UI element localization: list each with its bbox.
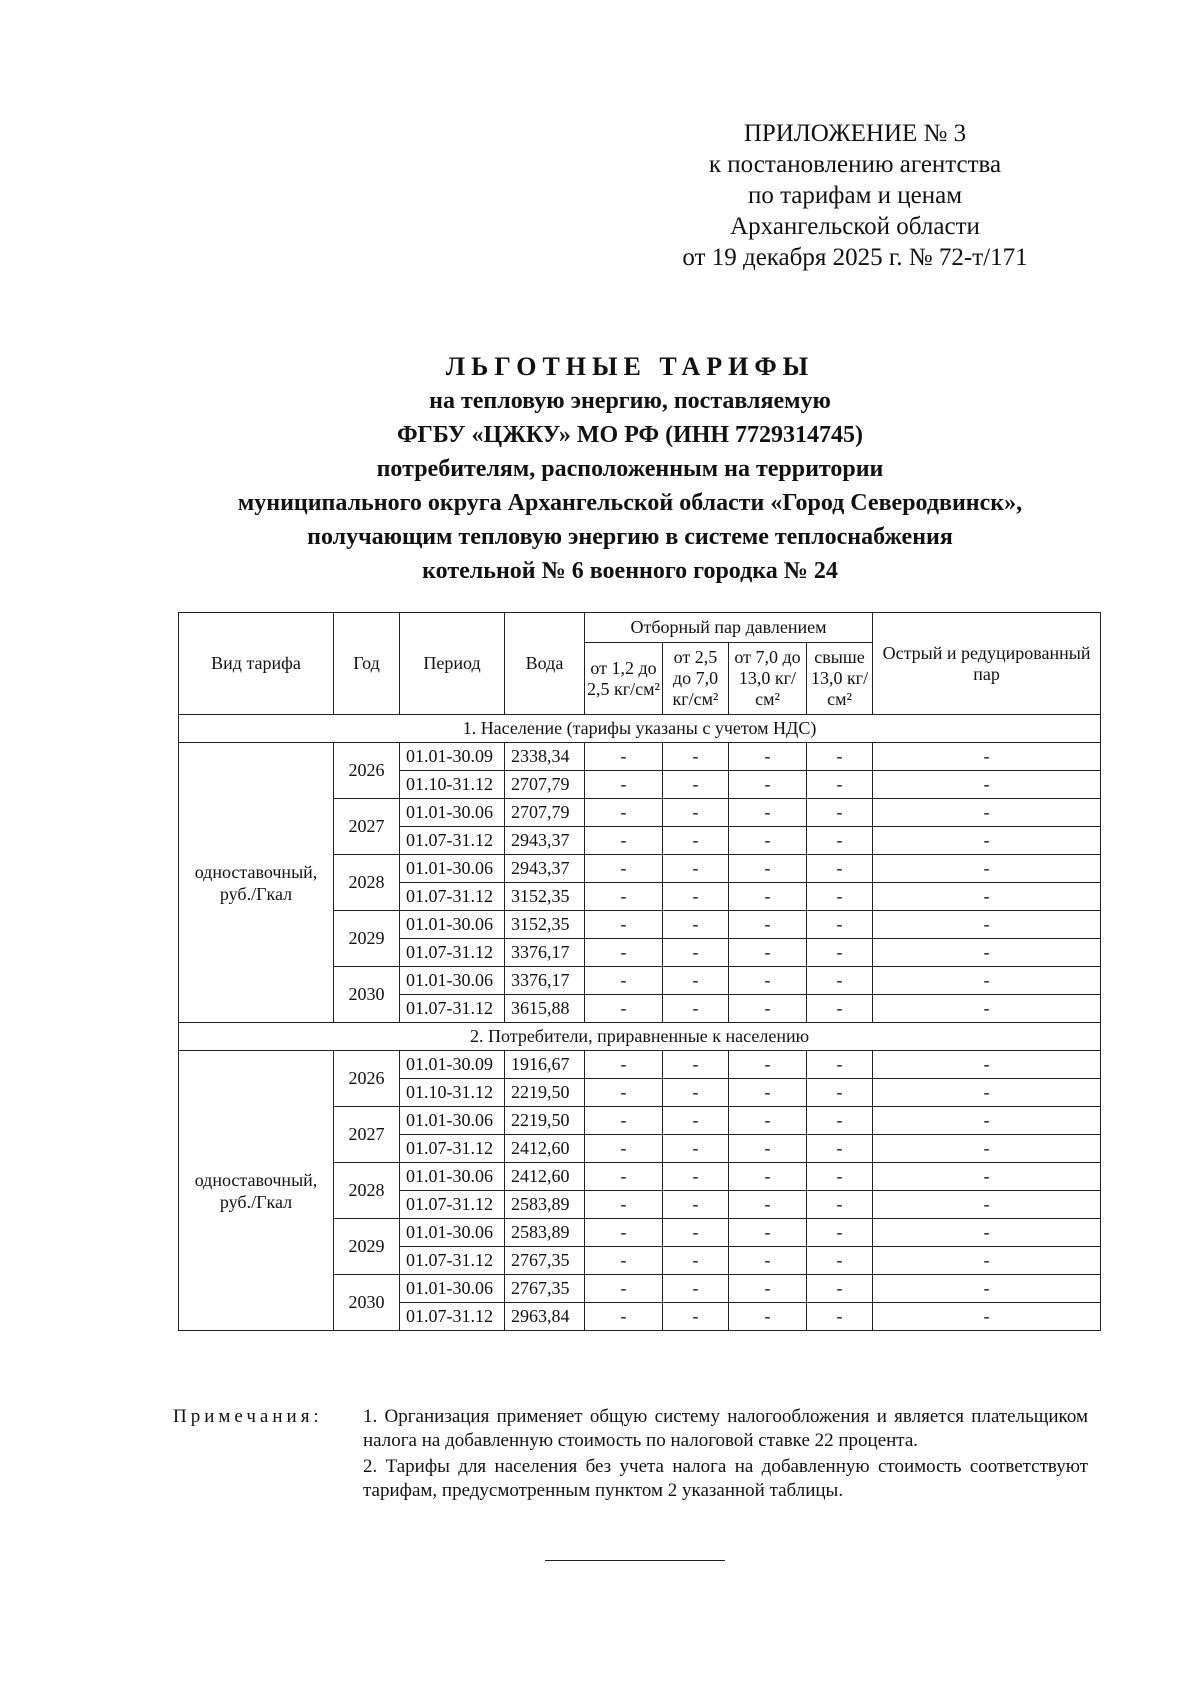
- title-line: ФГБУ «ЦЖКУ» МО РФ (ИНН 7729314745): [396, 422, 864, 448]
- empty-tariff-cell: -: [585, 1219, 663, 1247]
- empty-tariff-cell: -: [729, 1191, 807, 1219]
- empty-tariff-cell: -: [585, 967, 663, 995]
- period-cell: 01.07-31.12: [400, 1135, 505, 1163]
- empty-tariff-cell: -: [873, 1219, 1101, 1247]
- empty-tariff-cell: -: [585, 1135, 663, 1163]
- section-title: 1. Население (тарифы указаны с учетом НДС): [179, 715, 1101, 743]
- empty-tariff-cell: -: [663, 1163, 729, 1191]
- empty-tariff-cell: -: [729, 967, 807, 995]
- empty-tariff-cell: -: [873, 1247, 1101, 1275]
- water-tariff-cell: 2412,60: [505, 1135, 585, 1163]
- empty-tariff-cell: -: [807, 939, 873, 967]
- year-cell: 2027: [334, 1107, 400, 1163]
- year-cell: 2029: [334, 911, 400, 967]
- document-title: [140, 350, 1120, 588]
- appendix-number: ПРИЛОЖЕНИЕ № 3: [743, 120, 967, 147]
- empty-tariff-cell: -: [807, 995, 873, 1023]
- year-cell: 2030: [334, 967, 400, 1023]
- empty-tariff-cell: -: [729, 1107, 807, 1135]
- appendix-date: от 19 декабря 2025 г. № 72-т/171: [682, 244, 1028, 271]
- empty-tariff-cell: -: [873, 939, 1101, 967]
- period-cell: 01.07-31.12: [400, 827, 505, 855]
- empty-tariff-cell: -: [585, 883, 663, 911]
- table-row: [179, 743, 1101, 771]
- period-cell: 01.01-30.06: [400, 1275, 505, 1303]
- period-cell: 01.01-30.06: [400, 911, 505, 939]
- empty-tariff-cell: -: [729, 855, 807, 883]
- section-row: [179, 1023, 1101, 1051]
- empty-tariff-cell: -: [729, 1247, 807, 1275]
- empty-tariff-cell: -: [873, 1079, 1101, 1107]
- period-cell: 01.07-31.12: [400, 1191, 505, 1219]
- empty-tariff-cell: -: [729, 1303, 807, 1331]
- period-cell: 01.01-30.06: [400, 967, 505, 995]
- empty-tariff-cell: -: [585, 911, 663, 939]
- empty-tariff-cell: -: [729, 827, 807, 855]
- period-cell: 01.01-30.06: [400, 855, 505, 883]
- empty-tariff-cell: -: [663, 855, 729, 883]
- period-cell: 01.07-31.12: [400, 1303, 505, 1331]
- empty-tariff-cell: -: [729, 995, 807, 1023]
- period-cell: 01.07-31.12: [400, 883, 505, 911]
- empty-tariff-cell: -: [663, 827, 729, 855]
- empty-tariff-cell: -: [807, 827, 873, 855]
- empty-tariff-cell: -: [663, 1107, 729, 1135]
- empty-tariff-cell: -: [663, 743, 729, 771]
- empty-tariff-cell: -: [729, 799, 807, 827]
- empty-tariff-cell: -: [663, 1079, 729, 1107]
- year-cell: 2026: [334, 1051, 400, 1107]
- empty-tariff-cell: -: [729, 1219, 807, 1247]
- empty-tariff-cell: -: [729, 911, 807, 939]
- empty-tariff-cell: -: [807, 883, 873, 911]
- notes-label: Примечания:: [173, 1406, 323, 1427]
- empty-tariff-cell: -: [807, 771, 873, 799]
- empty-tariff-cell: -: [873, 771, 1101, 799]
- header-tariff-type: Вид тарифа: [179, 613, 334, 715]
- water-tariff-cell: 2412,60: [505, 1163, 585, 1191]
- tariff-table: [178, 612, 1101, 1331]
- water-tariff-cell: 2583,89: [505, 1191, 585, 1219]
- empty-tariff-cell: -: [873, 855, 1101, 883]
- water-tariff-cell: 3152,35: [505, 911, 585, 939]
- appendix-line: по тарифам и ценам: [747, 182, 963, 209]
- empty-tariff-cell: -: [663, 995, 729, 1023]
- empty-tariff-cell: -: [807, 1163, 873, 1191]
- empty-tariff-cell: -: [729, 883, 807, 911]
- empty-tariff-cell: -: [585, 1275, 663, 1303]
- empty-tariff-cell: -: [873, 1191, 1101, 1219]
- empty-tariff-cell: -: [585, 1051, 663, 1079]
- water-tariff-cell: 3152,35: [505, 883, 585, 911]
- empty-tariff-cell: -: [663, 771, 729, 799]
- main-title: ЛЬГОТНЫЕ ТАРИФЫ: [445, 352, 815, 381]
- empty-tariff-cell: -: [873, 911, 1101, 939]
- empty-tariff-cell: -: [873, 1275, 1101, 1303]
- empty-tariff-cell: -: [585, 1163, 663, 1191]
- empty-tariff-cell: -: [729, 939, 807, 967]
- water-tariff-cell: 2707,79: [505, 771, 585, 799]
- empty-tariff-cell: -: [807, 743, 873, 771]
- year-cell: 2030: [334, 1275, 400, 1331]
- empty-tariff-cell: -: [807, 1051, 873, 1079]
- title-line: котельной № 6 военного городка № 24: [422, 558, 838, 584]
- appendix-line: Архангельской области: [730, 213, 980, 240]
- empty-tariff-cell: -: [873, 1107, 1101, 1135]
- empty-tariff-cell: -: [873, 1051, 1101, 1079]
- section-row: [179, 715, 1101, 743]
- empty-tariff-cell: -: [585, 855, 663, 883]
- period-cell: 01.07-31.12: [400, 939, 505, 967]
- table-row: [179, 1051, 1101, 1079]
- empty-tariff-cell: -: [807, 911, 873, 939]
- empty-tariff-cell: -: [873, 799, 1101, 827]
- header-steam-4: свыше 13,0 кг/см²: [807, 643, 873, 715]
- empty-tariff-cell: -: [807, 1275, 873, 1303]
- period-cell: 01.01-30.06: [400, 1219, 505, 1247]
- year-cell: 2027: [334, 799, 400, 855]
- empty-tariff-cell: -: [663, 1219, 729, 1247]
- empty-tariff-cell: -: [585, 743, 663, 771]
- year-cell: 2029: [334, 1219, 400, 1275]
- appendix-line: к постановлению агентства: [708, 151, 1002, 178]
- header-sharp-steam: Острый и редуцированный пар: [873, 613, 1101, 715]
- empty-tariff-cell: -: [585, 1191, 663, 1219]
- title-line: получающим тепловую энергию в системе теплоснабжения: [307, 524, 953, 550]
- empty-tariff-cell: -: [585, 799, 663, 827]
- empty-tariff-cell: -: [585, 827, 663, 855]
- water-tariff-cell: 2338,34: [505, 743, 585, 771]
- header-year: Год: [334, 613, 400, 715]
- empty-tariff-cell: -: [663, 1051, 729, 1079]
- empty-tariff-cell: -: [663, 1135, 729, 1163]
- empty-tariff-cell: -: [585, 995, 663, 1023]
- water-tariff-cell: 1916,67: [505, 1051, 585, 1079]
- title-line: на тепловую энергию, поставляемую: [429, 388, 831, 414]
- water-tariff-cell: 2767,35: [505, 1247, 585, 1275]
- empty-tariff-cell: -: [729, 1079, 807, 1107]
- header-steam-group: Отборный пар давлением: [585, 613, 873, 643]
- period-cell: 01.10-31.12: [400, 771, 505, 799]
- empty-tariff-cell: -: [663, 883, 729, 911]
- water-tariff-cell: 2943,37: [505, 855, 585, 883]
- header-steam-2: от 2,5 до 7,0 кг/см²: [663, 643, 729, 715]
- empty-tariff-cell: -: [873, 1163, 1101, 1191]
- empty-tariff-cell: -: [807, 967, 873, 995]
- note-1: 1. Организация применяет общую систему налогообложения и является плательщиком налога на добавленную стоимость по налоговой ставке 22 процента.: [363, 1406, 1088, 1451]
- section-title: 2. Потребители, приравненные к населению: [179, 1023, 1101, 1051]
- empty-tariff-cell: -: [807, 1303, 873, 1331]
- empty-tariff-cell: -: [663, 1275, 729, 1303]
- water-tariff-cell: 2943,37: [505, 827, 585, 855]
- year-cell: 2026: [334, 743, 400, 799]
- period-cell: 01.10-31.12: [400, 1079, 505, 1107]
- period-cell: 01.01-30.06: [400, 1107, 505, 1135]
- empty-tariff-cell: -: [807, 799, 873, 827]
- empty-tariff-cell: -: [585, 1079, 663, 1107]
- empty-tariff-cell: -: [663, 911, 729, 939]
- empty-tariff-cell: -: [807, 1079, 873, 1107]
- empty-tariff-cell: -: [663, 1247, 729, 1275]
- water-tariff-cell: 3376,17: [505, 939, 585, 967]
- period-cell: 01.01-30.06: [400, 799, 505, 827]
- water-tariff-cell: 2583,89: [505, 1219, 585, 1247]
- empty-tariff-cell: -: [729, 1163, 807, 1191]
- year-cell: 2028: [334, 855, 400, 911]
- title-line: муниципального округа Архангельской области «Город Северодвинск»,: [237, 490, 1023, 516]
- empty-tariff-cell: -: [873, 827, 1101, 855]
- empty-tariff-cell: -: [585, 1107, 663, 1135]
- empty-tariff-cell: -: [663, 939, 729, 967]
- water-tariff-cell: 2963,84: [505, 1303, 585, 1331]
- empty-tariff-cell: -: [807, 1247, 873, 1275]
- empty-tariff-cell: -: [873, 1303, 1101, 1331]
- water-tariff-cell: 2767,35: [505, 1275, 585, 1303]
- empty-tariff-cell: -: [585, 1247, 663, 1275]
- empty-tariff-cell: -: [873, 995, 1101, 1023]
- period-cell: 01.01-30.06: [400, 1163, 505, 1191]
- period-cell: 01.01-30.09: [400, 1051, 505, 1079]
- period-cell: 01.07-31.12: [400, 995, 505, 1023]
- period-cell: 01.01-30.09: [400, 743, 505, 771]
- water-tariff-cell: 2219,50: [505, 1107, 585, 1135]
- empty-tariff-cell: -: [807, 1135, 873, 1163]
- header-steam-3: от 7,0 до 13,0 кг/см²: [729, 643, 807, 715]
- empty-tariff-cell: -: [729, 1051, 807, 1079]
- empty-tariff-cell: -: [663, 799, 729, 827]
- empty-tariff-cell: -: [807, 855, 873, 883]
- water-tariff-cell: 3376,17: [505, 967, 585, 995]
- empty-tariff-cell: -: [807, 1107, 873, 1135]
- period-cell: 01.07-31.12: [400, 1247, 505, 1275]
- water-tariff-cell: 2219,50: [505, 1079, 585, 1107]
- note-2: 2. Тарифы для населения без учета налога на добавленную стоимость соответствуют тарифам, предусмотренным пунктом 2 указанной таблицы.: [363, 1456, 1088, 1501]
- header-period: Период: [400, 613, 505, 715]
- empty-tariff-cell: -: [729, 771, 807, 799]
- tariff-type-cell: одноставочный, руб./Гкал: [179, 1051, 334, 1331]
- empty-tariff-cell: -: [807, 1219, 873, 1247]
- year-cell: 2028: [334, 1163, 400, 1219]
- empty-tariff-cell: -: [873, 743, 1101, 771]
- header-water: Вода: [505, 613, 585, 715]
- empty-tariff-cell: -: [585, 1303, 663, 1331]
- empty-tariff-cell: -: [729, 1275, 807, 1303]
- empty-tariff-cell: -: [663, 1191, 729, 1219]
- title-line: потребителям, расположенным на территории: [376, 456, 884, 482]
- empty-tariff-cell: -: [585, 939, 663, 967]
- empty-tariff-cell: -: [663, 967, 729, 995]
- empty-tariff-cell: -: [729, 1135, 807, 1163]
- tariff-type-cell: одноставочный, руб./Гкал: [179, 743, 334, 1023]
- empty-tariff-cell: -: [585, 771, 663, 799]
- appendix-header: [640, 118, 1070, 273]
- empty-tariff-cell: -: [873, 1135, 1101, 1163]
- empty-tariff-cell: -: [807, 1191, 873, 1219]
- closing-rule: [545, 1560, 725, 1561]
- empty-tariff-cell: -: [663, 1303, 729, 1331]
- empty-tariff-cell: -: [729, 743, 807, 771]
- header-steam-1: от 1,2 до 2,5 кг/см²: [585, 643, 663, 715]
- water-tariff-cell: 3615,88: [505, 995, 585, 1023]
- water-tariff-cell: 2707,79: [505, 799, 585, 827]
- empty-tariff-cell: -: [873, 967, 1101, 995]
- empty-tariff-cell: -: [873, 883, 1101, 911]
